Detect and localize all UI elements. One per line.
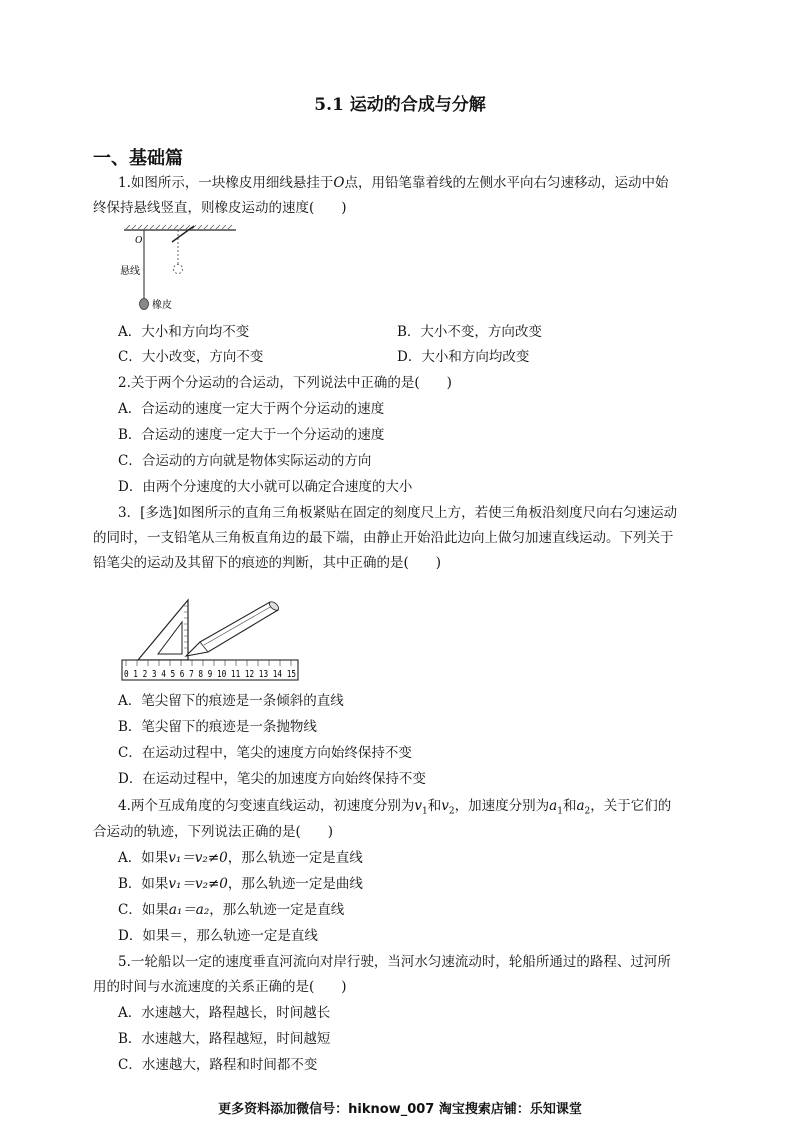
ceiling-hatch [126, 225, 232, 229]
q4-c-post: ，那么轨迹一定是直线 [209, 902, 345, 918]
q4-text-b: ，加速度分别为 [454, 798, 550, 814]
q1-text-a: 1.如图所示，一块橡皮用细线悬挂于 [118, 175, 334, 191]
q2-stem: 2.关于两个分运动的合运动，下列说法中正确的是( ) [118, 375, 452, 391]
q2-option-a: A．合运动的速度一定大于两个分运动的速度 [118, 401, 385, 417]
q1-text-b: 点，用铅笔靠着线的左侧水平向右匀速移动，运动中始 [344, 175, 669, 191]
q4-a-post: ，那么轨迹一定是直线 [227, 850, 363, 866]
q3-figure [120, 596, 302, 682]
q5-option-a: A．水速越大，路程越长，时间越长 [118, 1005, 331, 1021]
q5-option-c: C．水速越大，路程和时间都不变 [118, 1057, 318, 1073]
triangle-ticks [184, 606, 188, 648]
pencil-shape [172, 226, 194, 242]
q1-option-c: C．大小改变，方向不变 [118, 349, 264, 365]
q1-option-a: A．大小和方向均不变 [118, 324, 250, 340]
q4-stem-line2: 合运动的轨迹，下列说法正确的是( ) [93, 824, 334, 840]
q2-option-d: D．由两个分速度的大小就可以确定合速度的大小 [118, 479, 413, 495]
q1-option-d: D．大小和方向均改变 [397, 349, 530, 365]
q1-stem-line1 [118, 174, 738, 192]
fig-label-o: O [135, 235, 143, 246]
q4-c-math: a₁＝a₂ [168, 902, 210, 918]
q4-v1-sub: 1 [422, 806, 428, 817]
q1-point-o: O [333, 175, 345, 191]
q4-a2: a [576, 798, 585, 814]
q4-a-math: v₁＝v₂≠0 [168, 850, 228, 866]
q4-and-2: 和 [562, 798, 577, 814]
fig-label-eraser: 橡皮 [152, 300, 172, 311]
triangle-ruler-outer [138, 600, 188, 660]
q4-and-1: 和 [427, 798, 442, 814]
moved-eraser-dashed [174, 265, 183, 274]
q5-stem-line2: 用的时间与水流速度的关系正确的是( ) [93, 979, 347, 995]
q4-option-d: D．如果＝，那么轨迹一定是直线 [118, 928, 318, 944]
q4-v2-sub: 2 [448, 806, 455, 817]
q4-b-math: v₁＝v₂≠0 [168, 876, 228, 892]
q5-stem-line1: 5.一轮船以一定的速度垂直河流向对岸行驶，当河水匀速流动时，轮船所通过的路程、过河所 [118, 954, 671, 970]
q4-b-pre: B．如果 [118, 876, 169, 892]
q4-option-c [118, 901, 738, 919]
q3-option-c: C．在运动过程中，笔尖的速度方向始终保持不变 [118, 745, 412, 761]
q3-option-b: B．笔尖留下的痕迹是一条抛物线 [118, 719, 317, 735]
fig-label-string: 悬线 [120, 266, 140, 277]
eraser-shape [140, 299, 149, 310]
q4-a1: a [549, 798, 558, 814]
q4-text-a: 4.两个互成角度的匀变速直线运动，初速度分别为 [118, 798, 415, 814]
q2-option-c: C．合运动的方向就是物体实际运动的方向 [118, 453, 372, 469]
q3-option-d: D．在运动过程中，笔尖的加速度方向始终保持不变 [118, 771, 426, 787]
q5-option-b: B．水速越大，路程越短，时间越短 [118, 1031, 331, 1047]
q4-option-a [118, 849, 738, 867]
q3-stem-line2: 的同时，一支铅笔从三角板直角边的最下端，由静止开始沿此边向上做匀加速直线运动。下列关于 [93, 530, 674, 546]
q4-v2: v [441, 798, 449, 814]
page-footer: 更多资料添加微信号：hiknow_007 淘宝搜索店铺：乐知课堂 [218, 1102, 582, 1117]
q4-stem-line1 [118, 797, 738, 821]
pencil-drawing [186, 600, 280, 656]
q1-stem-line2: 终保持悬线竖直，则橡皮运动的速度( ) [93, 200, 347, 216]
q4-a1-sub: 1 [557, 806, 563, 817]
section-heading: 一、基础篇 [93, 148, 183, 169]
q4-option-b [118, 875, 738, 893]
q4-a2-sub: 2 [584, 806, 591, 817]
q4-c-pre: C．如果 [118, 902, 169, 918]
scale-numbers: 0 1 2 3 4 5 6 7 8 9 10 11 12 13 14 15 [124, 669, 296, 680]
q3-stem-line3: 铅笔尖的运动及其留下的痕迹的判断，其中正确的是( ) [93, 555, 442, 571]
q1-option-b: B．大小不变，方向改变 [397, 324, 542, 340]
q1-figure [118, 224, 243, 316]
q3-stem-line1: 3．[多选]如图所示的直角三角板紧贴在固定的刻度尺上方，若使三角板沿刻度尺向右匀速运动 [118, 505, 678, 521]
triangle-ruler-inner [158, 622, 182, 654]
q4-v1: v [414, 798, 423, 814]
q4-a-pre: A．如果 [118, 850, 169, 866]
q4-text-c: ，关于它们的 [590, 798, 672, 814]
q3-option-a: A．笔尖留下的痕迹是一条倾斜的直线 [118, 693, 344, 709]
q4-b-post: ，那么轨迹一定是曲线 [227, 876, 363, 892]
q2-option-b: B．合运动的速度一定大于一个分运动的速度 [118, 427, 385, 443]
page-title: 5.1 运动的合成与分解 [314, 95, 486, 115]
